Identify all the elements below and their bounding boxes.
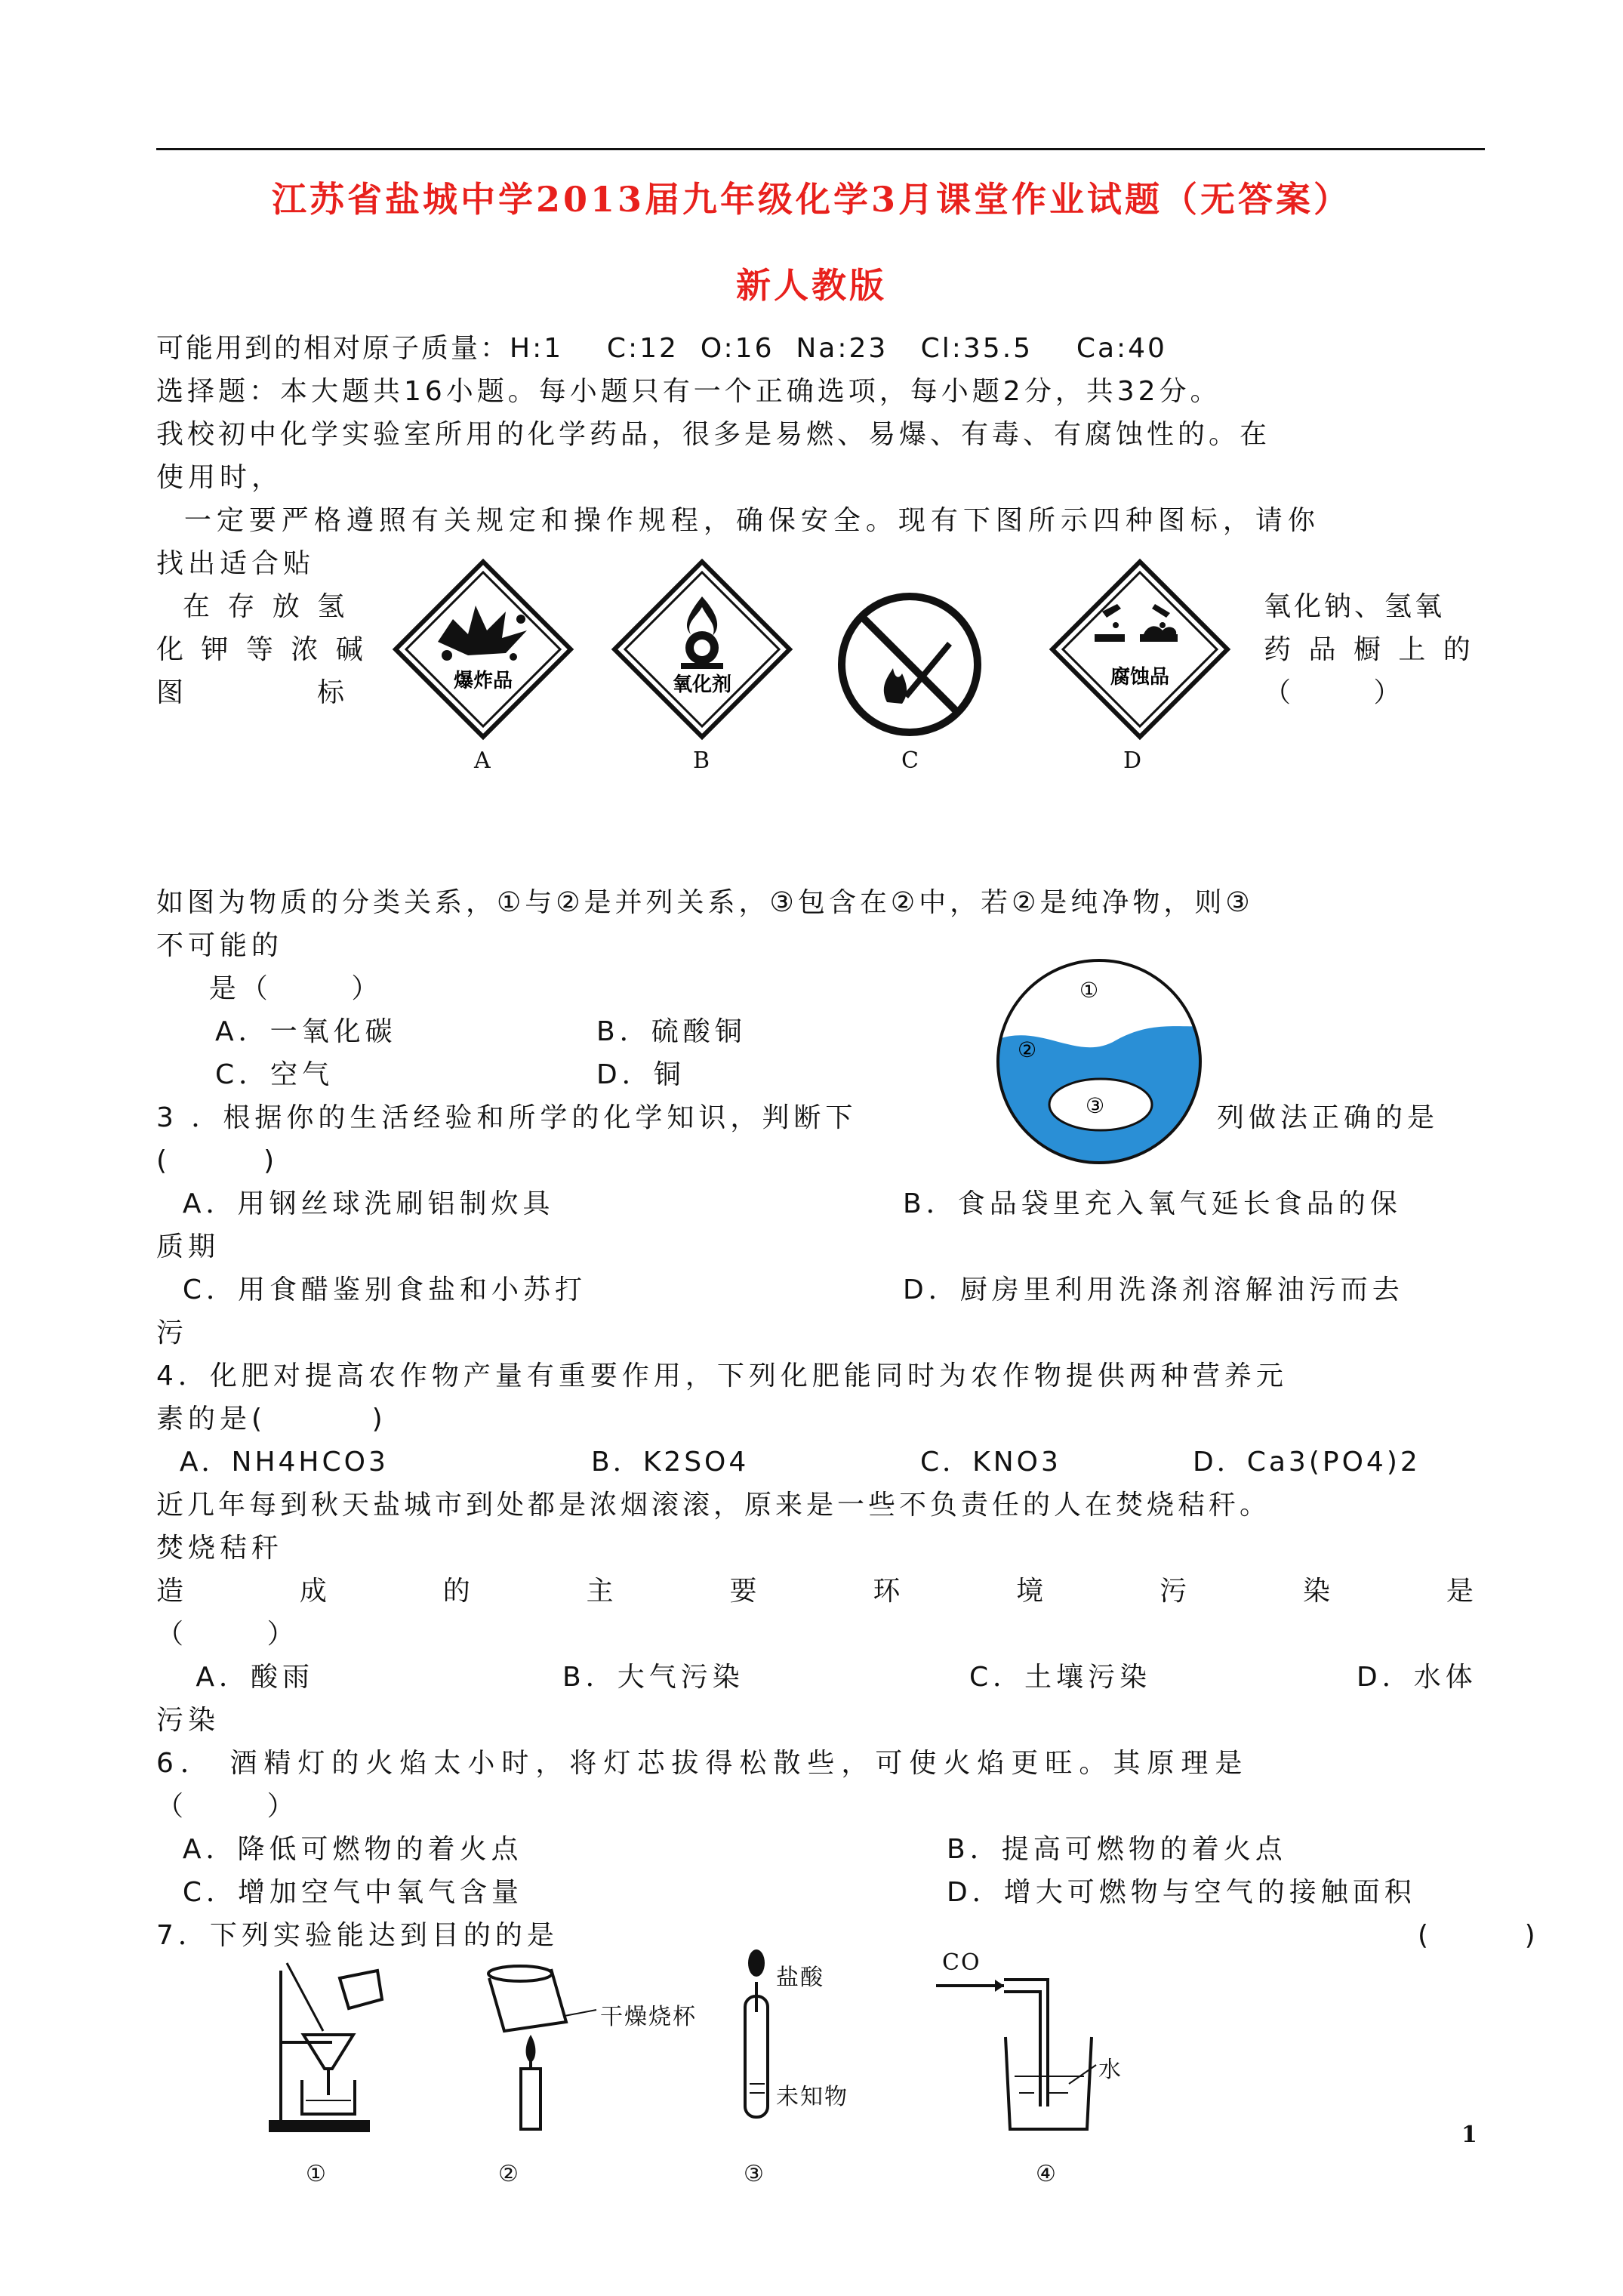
q5-word: 的 [442, 1576, 470, 1607]
q3-option-a: A．用钢丝球洗刷铝制炊具 [156, 1188, 555, 1219]
q4-line2: 素的是( ) [156, 1404, 387, 1435]
q5-word: 境 [1016, 1576, 1044, 1607]
q5-line2: 焚烧秸秆 [156, 1533, 284, 1564]
q2-option-b: B．硫酸铜 [596, 1016, 747, 1047]
q5-word: 主 [586, 1576, 614, 1607]
sign-a-letter: A [474, 747, 491, 774]
q2-line3: 是（ ） [156, 973, 383, 1004]
page-subtitle: 新人教版 [736, 265, 887, 306]
q6-option-d: D．增大可燃物与空气的接触面积 [947, 1877, 1416, 1908]
q2-line2: 不可能的 [156, 930, 284, 961]
q5-word: 要 [729, 1576, 757, 1607]
q5-option-c: C．土壤污染 [969, 1662, 1152, 1693]
q3-option-b: B．食品袋里充入氧气延长食品的保 [903, 1188, 1402, 1219]
page-number: 1 [1461, 2122, 1477, 2148]
q3-paren: ( ) [156, 1145, 279, 1176]
q1-left1: 在 存 放 氢 [156, 591, 350, 622]
candle-beaker-icon [476, 1955, 604, 2137]
q1-line2: 使用时， [156, 462, 284, 493]
caption-2: ② [498, 2161, 520, 2187]
q1-line4: 找出适合贴 [156, 548, 316, 579]
sign-d-label: 腐蚀品 [1110, 666, 1170, 689]
q5-option-a: A．酸雨 [156, 1662, 314, 1693]
unknown-substance-label: 未知物 [776, 2084, 848, 2110]
q1-line3: 一定要严格遵照有关规定和操作规程，确保安全。现有下图所示四种图标，请你 [156, 505, 1320, 536]
q7-paren: ( ) [1418, 1920, 1538, 1951]
co-label: CO [942, 1949, 981, 1976]
q3-option-d: D．厨房里利用洗涤剂溶解油污而去 [903, 1274, 1404, 1305]
q5-line1: 近几年每到秋天盐城市到处都是浓烟滚滚，原来是一些不负责任的人在焚烧秸秆。 [156, 1490, 1271, 1521]
q1-left2: 化 钾 等 浓 碱 [156, 634, 368, 665]
q4-line1: 4．化肥对提高农作物产量有重要作用，下列化肥能同时为农作物提供两种营养元 [156, 1361, 1288, 1391]
q3-stem-left: 3 ．根据你的生活经验和所学的化学知识，判断下 [156, 1102, 858, 1133]
caption-1: ① [306, 2161, 328, 2187]
section-heading: 选择题：本大题共16小题。每小题只有一个正确选项，每小题2分，共32分。 [156, 376, 1221, 407]
q5-option-d-cont: 污染 [156, 1705, 220, 1736]
q5-spread-line [156, 1573, 1474, 1610]
diagram-label-2: ② [1018, 1037, 1037, 1062]
q4-option-c: C．KNO3 [920, 1447, 1061, 1478]
q5-word: 环 [873, 1576, 901, 1607]
q5-word: 是 [1446, 1576, 1474, 1607]
oxidizer-sign-icon [611, 559, 793, 740]
q3-stem-right: 列做法正确的是 [1217, 1102, 1440, 1133]
water-label: 水 [1098, 2057, 1123, 2083]
sign-d-letter: D [1123, 747, 1142, 774]
explosive-sign-icon [393, 559, 574, 740]
page-title: 江苏省盐城中学2013届九年级化学3月课堂作业试题（无答案） [271, 179, 1352, 220]
q6-option-c: C．增加空气中氧气含量 [156, 1877, 524, 1908]
q2-option-c: C．空气 [215, 1059, 334, 1090]
q1-right2: 药 品 橱 上 的 [1264, 634, 1475, 665]
dry-beaker-label: 干燥烧杯 [600, 2004, 697, 2030]
q2-option-a: A．一氧化碳 [215, 1016, 397, 1047]
caption-4: ④ [1036, 2161, 1058, 2187]
q5-paren: （ ） [156, 1619, 299, 1650]
q1-line1: 我校初中化学实验室所用的化学药品，很多是易燃、易爆、有毒、有腐蚀性的。在 [156, 419, 1271, 450]
q1-right1: 氧化钠、氢氧 [1264, 591, 1446, 622]
q6-option-b: B．提高可燃物的着火点 [947, 1834, 1287, 1865]
q3-option-d-cont: 污 [156, 1318, 189, 1348]
q4-option-a: A．NH4HCO3 [156, 1447, 389, 1478]
q5-option-b: B．大气污染 [562, 1662, 744, 1693]
hydrochloric-acid-label: 盐酸 [776, 1965, 824, 1991]
q5-option-d: D．水体 [1357, 1662, 1477, 1693]
sign-c-letter: C [901, 747, 919, 774]
co-water-beaker-icon [936, 1963, 1147, 2137]
sign-a-label: 爆炸品 [453, 670, 513, 692]
classification-diagram [995, 957, 1203, 1166]
q1-left3b: 标 [317, 677, 350, 708]
filtration-apparatus-icon [264, 1955, 400, 2137]
q3-option-c: C．用食醋鉴别食盐和小苏打 [156, 1274, 587, 1305]
corrosive-sign-icon [1049, 559, 1230, 740]
q4-option-b: B．K2SO4 [591, 1447, 750, 1478]
q3-option-b-cont: 质期 [156, 1231, 220, 1262]
sign-b-letter: B [693, 747, 710, 774]
q7-stem: 7．下列实验能达到目的的是 [156, 1920, 559, 1951]
q5-word: 染 [1303, 1576, 1331, 1607]
sign-b-label: 氧化剂 [672, 673, 732, 696]
q4-option-d: D．Ca3(PO4)2 [1193, 1447, 1421, 1478]
q6-paren: （ ） [156, 1791, 299, 1822]
diagram-label-3: ③ [1086, 1093, 1105, 1118]
q5-word: 成 [299, 1576, 327, 1607]
diagram-label-1: ① [1079, 978, 1099, 1003]
q1-left3a: 图 [156, 677, 189, 708]
no-fire-sign-icon [834, 589, 985, 740]
q2-line1: 如图为物质的分类关系，①与②是并列关系，③包含在②中，若②是纯净物，则③ [156, 887, 1254, 918]
q6-option-a: A．降低可燃物的着火点 [156, 1834, 523, 1865]
q2-option-d: D．铜 [596, 1059, 685, 1090]
caption-3: ③ [744, 2161, 765, 2187]
q1-right3: （ ） [1264, 677, 1403, 708]
atomic-masses: 可能用到的相对原子质量：H:1 C:12 O:16 Na:23 Cl:35.5 Ca:40 [156, 333, 1167, 364]
header-rule [156, 148, 1485, 150]
q5-word: 造 [156, 1576, 184, 1607]
q6-line1: 6． 酒精灯的火焰太小时，将灯芯拔得松散些，可使火焰更旺。其原理是 [156, 1748, 1249, 1779]
q5-word: 污 [1160, 1576, 1187, 1607]
